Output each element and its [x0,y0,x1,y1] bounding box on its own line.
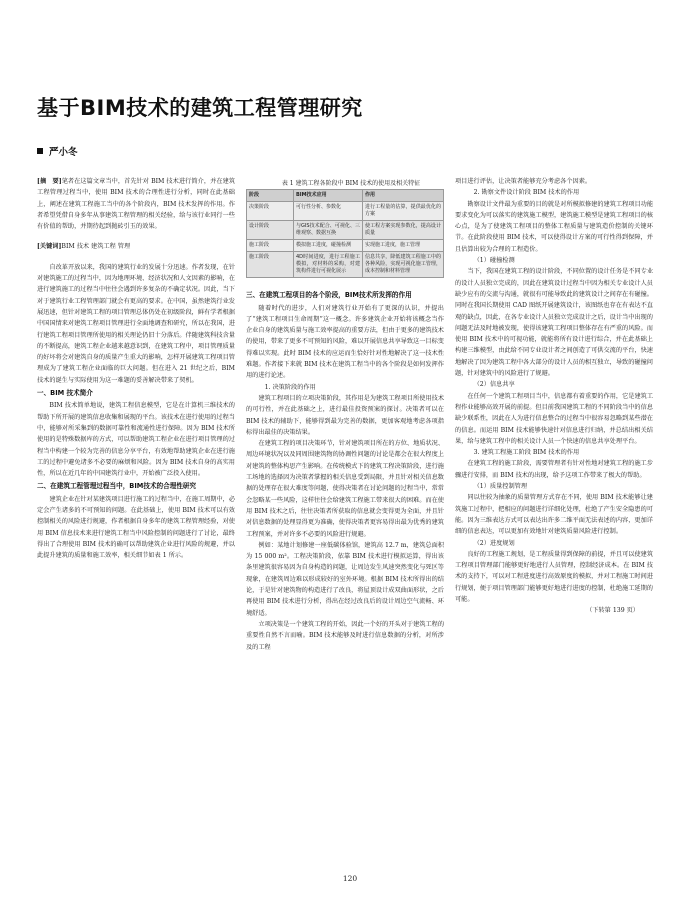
abstract [37,176,235,232]
subsection-heading-2b: （2）信息共享 [473,381,515,389]
table-cell: 实现施工进度，施工管理 [363,240,444,252]
section-1-paragraph: BIM 技术简单地说，建筑工程信息模型，它是在计算机三维技术的帮助下所开展的建筑信息收集和展现的平台。该技术在进行使用的过程当中，能够对所采集到的数据可靠性和流通性进行保障。因为 BIM 技术所使用的是特殊数据库的方式，可以帮助建筑工程企业在进行项目管理的过程当中构建一个较为完善的信息分享平台，有效地帮助建筑企业在进行施工的过程中避免诸多不必要的麻烦和风险。因为 BIM 技术自身的高实用性，所以在近几年的中国建筑行业中，开始被广泛投入使用。 [37,402,235,478]
table-row [247,202,444,221]
subsection-heading-3b: （2）进度规划 [473,539,515,547]
subsection-1-paragraph-2: 在建筑工程的项目决策环节，针对建筑项目所在的方位、地质状况、周边环境状况以及同周围建筑物的协调性问题的讨论是都会在很大程度上对建筑的整体构思产生影响。在传统模式下的建筑工程决策阶段，进行施工场地的选择因为决策者掌握的相关信息受到局限，并且针对相关信息数据的处理存在很大难度等问题，使得决策者在讨论问题的过程当中，常常会忽略某一些风险，这样往往会给建筑工程施工带来很大的困难。而在使用 BIM 技术之后，往往决策者所获取的信息就会变得更为全面，并且针对信息数据的处理显得更为准确，使得决策者更容易得出最为优秀的建筑工程预案，并对许多不必要的风险进行规避。 [246,440,445,538]
page-number: 120 [342,874,358,883]
table-header-cell: 作用 [363,190,444,202]
subsection-heading-1: 1. 决策阶段的作用 [264,383,316,391]
column-1 [37,176,235,562]
table-cell: 使工程方案实现参数化，提高设计质量 [363,221,444,240]
section-2-paragraph: 建筑企业在针对某建筑项目进行施工的过程当中，在施工周期中，必定会产生诸多的不可预知的问题。在此基础上，使用 BIM 技术可以有效控制相关的风险进行规避，作者根据自身多年的建筑工程管理经验，对使用 BIM 信息技术来进行建筑工程当中风险控制的问题进行了讨论，最终得出了合理使用 BIM 技术的确可以帮助建筑企业进行风险的规避，并以此提升建筑的质量和施工效率，相关细节如表 1 所示。 [37,495,236,560]
table-row [247,240,444,252]
table-cell: 模拟施工进度，碰撞检测 [294,240,363,252]
table-cell: 信息共享，降低建筑工程施工中的各种风险，实现可视化施工管理，成本控制和材料管理 [363,252,444,278]
table-1 [246,189,444,278]
table-row [247,221,444,240]
subsection-heading-2a: （1）碰撞检测 [473,257,515,265]
table-cell: 可行性分析、参数化 [294,202,363,221]
section-heading-3: 三、在建筑工程项目的各个阶段，BIM技术所发挥的作用 [246,291,412,300]
intro-paragraph: 自改革开放以来，我国的建筑行业的发展十分迅速。作者发现，在针对建筑施工的过程当中，因为地理环境、经济状况和人文因素的影响，在进行建筑施工的过程当中往往会遇到许多复杂的不确定状况。因此，当下对于建筑行业工程管理部门就会有更高的要求。在中国，虽然建筑行业发展迅速，但针对建筑工程的项目管理总体仍处在初级阶段，鲜有学者根据中国国情来对建筑工程项目管理进行全面地调查和研究，所以在我国，进行建筑工程项目管理所使用的相关理论仍旧十分落后。伴随建筑科技含量的不断提高，建筑工程企业越来越意识到，在建筑工程中，项目管理质量的好坏将会对建筑自身的质量产生重大的影响，怎样开展建筑工程项目管理成为了建筑工程企业面临的巨大问题。但在进入 21 世纪之后，BIM 技术的诞生与实际使用为这一难题的妥善解决带来了契机。 [37,263,236,384]
subsection-1-paragraph-3: 例如：某地计划修建一座低碳体验馆，建筑高 12.7 m，建筑总面积为 15 000 m²。工程决策阶段，依靠 BIM 技术进行模拟运算，得出该条里建筑很容易因为自身构造的问题，让周边发生风速突然变化与死区等现象，在建筑周边难以形成较好的室外环境。根据 BIM 技术所得出的结论，于是针对建筑物的构造进行了改良，将屋顶设计成双曲面形状，之后再使用 BIM 技术进行分析，得出在经过改良后的设计周边空气流畅、环境舒适。 [246,541,444,617]
subsection-2a-paragraph: 当下，我国在建筑工程的设计阶段，不同位置的设计任务是不同专业的设计人员独立完成的，因此在建筑设计过程当中因为相关专业设计人员缺少应有的交流与沟通，就很有可能导致此的建筑设计之间存在有碰撞。同时在我国长期使用 CAD 图纸开展建筑设计，该图纸也存在有表达不直观的缺点，因此，在各专业设计人员独立完成设计之后，设计当中出现的问题无法及时地被发现，使得该建筑工程项目整体存在有严重的风险。而使用 BIM 技术中的可视功能，就能将所有设计进行综合，并在此基础上构建三维模型，由此给不同专业设计者之间创造了可供交流的平台，快速地解决了因为建筑工程中各大部分的设计人员的相互独立，导致的碰撞问题，针对建筑中的风险进行了规避。 [455,268,654,378]
table-cell: 设计阶段 [247,221,294,240]
table-header-cell: BIM技术应用 [294,190,363,202]
section-heading-2: 二、在建筑工程管理过程当中，BIM技术的合理性研究 [37,482,197,491]
table-header-cell: 阶段 [247,190,294,202]
subsection-heading-2: 2. 勘察文件设计阶段 BIM 技术的作用 [473,189,580,197]
section-3-paragraph: 随着时代的进步，人们对建筑行业开始有了更深的认识，并提出了“建筑工程项目生命周期”这一概念。许多建筑企业开始将该概念当作企业自身的建筑质量与施工效率提高的重要方法，但由于更多的建筑技术的使用，带来了更多不可预知的风险，难以开展信息共享导致这一目标变得难以实现。此时 BIM 技术的应运而生恰好针对性地解决了这一技术性难题。作者接下来就 BIM 技术在建筑工程当中的各个阶段是如何发挥作用的进行论述。 [246,304,444,380]
subsection-3b-paragraph: 良好的工程施工规划，是工程质量得到保障的前提，并且可以使建筑工程项目管理部门能够更好地进行人员管理，控制经济成本。在 BIM 技术的支持下，可以对工程进度进行高效原度的模拟，并对工程施工时间进行规划，便于项目管理部门能够更好地进行进度的控制，杜绝施工延期的可能。 [455,550,654,603]
author-line [37,144,78,158]
subsection-2b-paragraph: 在任何一个建筑工程项目当中，信息都有着重要的作用，它是建筑工程作业能够高效开展的前提。但目前我国建筑工程的不同阶段当中的信息缺少联系性，因此在人为进行信息整合的过程当中很容易忽略到某些潜在的信息。而运用 BIM 技术能够快速针对信息进行归纳，并总结出相关结果，给与建筑工程中的相关设计人员一个快速的信息共享处理平台。 [455,392,654,445]
continued-note: （下转第 139 页） [586,607,639,615]
subsection-heading-3a: （1）质量控制管理 [473,483,528,491]
section-heading-1: 一、BIM 技术简介 [37,389,93,398]
paper-title: 基于BIM技术的建筑工程管理研究 [37,96,363,120]
column-2 [246,178,444,653]
table-cell: 4D时间进度，进行工程施工模拟，对材料的采购，对建筑构件进行可视化展示 [294,252,363,278]
table-header-row [247,190,444,202]
table-cell: 进行工程量的估算，提供最优化的方案 [363,202,444,221]
table-cell: 施工阶段 [247,252,294,278]
table-row [247,252,444,278]
square-bullet-icon [37,148,43,154]
subsection-1-paragraph-4: 立项决策是一个建筑工程的开始，因此一个好的开头对于建筑工程的重要性自然不言而喻。BIM 技术能够及时进行信息数据的分析，对所涉及的工程 [246,620,445,651]
keywords-tag: [关键词] [37,243,62,251]
abstract-tag: [摘 要] [37,178,62,185]
table-cell: 与GIS技术配合、可视化、三维观察、数据互换 [294,221,363,240]
keywords-text: BIM 技术 建筑工程 管理 [61,243,131,251]
column-3 [455,176,653,617]
subsection-3a-paragraph: 同以往较为抽象的质量管理方式存在不同，使用 BIM 技术能够让建筑施工过程中，把相应的问题进行详细化处理，杜绝了产生安全隐患的可能。因为三维表达方式可以表达出许多二维平面无法表述的内容，更加详细的信息表达，可以更加有效地针对建筑质量风险进行控制。 [455,494,653,536]
subsection-heading-3: 3. 建筑工程施工阶段 BIM 技术的作用 [473,449,580,457]
table-caption: 表 1 建筑工程各阶段中 BIM 技术的使用及相关特征 [281,180,421,187]
subsection-2-paragraph: 勘察设计文件最为重要的目的就是对所模拟修建的建筑工程项目功能要求变化为可以落实的建筑施工模型，建筑施工模型是建筑工程项目的核心点，是为了使建筑工程项目的整体工程质量与建筑造价控制的关键环节。在此阶段使用 BIM 技术，可以使得设计方案的可行性得到保障，并且估算出较为合理的工程造价。 [455,200,654,253]
table-cell: 决策阶段 [247,202,294,221]
subsection-3-paragraph: 在建筑工程的施工阶段，需要管理者有针对性地对建筑工程的施工步骤进行安排，而 BIM 技术的出现，给予这项工作带来了极大的帮助。 [455,460,654,479]
keywords [37,241,235,252]
table-cell: 施工阶段 [247,240,294,252]
subsection-1-paragraph: 建筑工程项目的立项决策阶段，其作用是为建筑工程项目所使用技术的可行性，并在此基础之上，进行最佳投资预案的探讨。决策者可以在 BIM 技术的辅助下，能够得到最为完善的数据，更加客观地考虑各项指标得出最佳的决策结果。 [246,394,445,436]
continued-paragraph: 项目进行评估，让决策者能够充分考虑各个因素。 [455,178,592,185]
abstract-text: 笔者在这篇文章当中，首先针对 BIM 技术进行简介，并在建筑工程管理过程当中，使用 BIM 技术的合理性进行分析，同时在此基础上，阐述在建筑工程施工当中的各个阶段内，BIM 技术发挥的作用。作者希望凭借自身多年从事建筑工程管理的相关经验，给与该行业同行一些有价值的帮助，并期待起到抛砖引玉的效果。 [37,178,236,231]
author-name: 严小冬 [49,147,78,158]
